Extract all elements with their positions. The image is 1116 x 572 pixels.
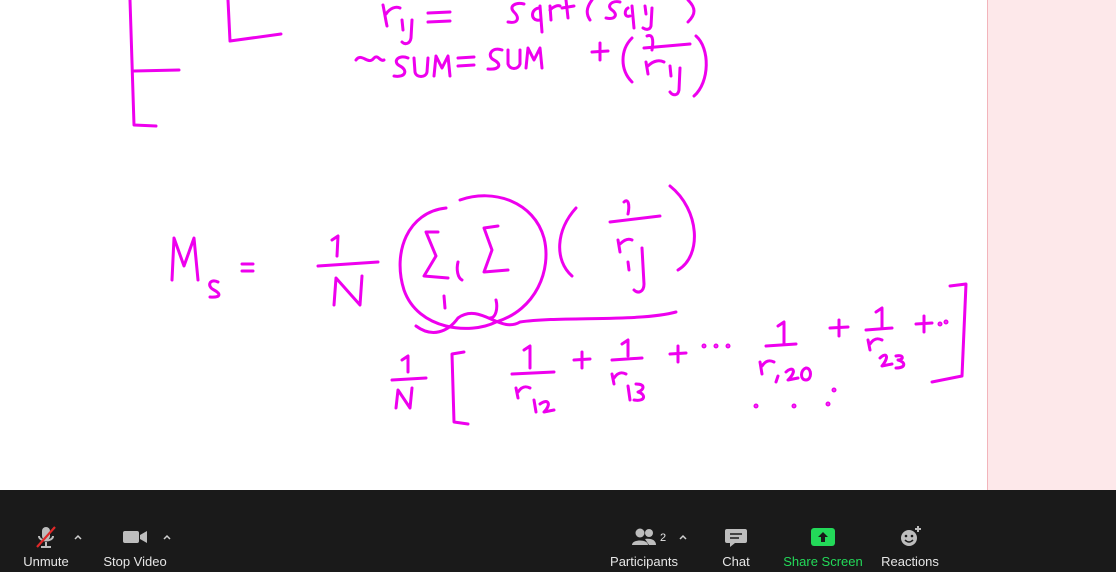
ink-stroke <box>414 58 428 77</box>
ink-stroke <box>622 340 628 356</box>
ink-stroke <box>643 6 652 29</box>
ink-dot <box>939 323 941 325</box>
participants-button[interactable] <box>606 524 682 570</box>
ink-stroke <box>932 284 966 382</box>
ink-stroke <box>508 3 524 22</box>
ink-stroke <box>488 49 502 69</box>
ink-stroke <box>457 262 462 280</box>
ink-stroke <box>458 57 474 66</box>
ink-dot <box>715 345 717 347</box>
ink-stroke <box>452 352 468 424</box>
ink-stroke <box>210 281 219 297</box>
share-screen-button[interactable] <box>782 524 864 570</box>
ink-stroke <box>434 56 450 76</box>
ink-stroke <box>670 346 686 362</box>
ink-stroke <box>610 216 660 222</box>
ink-stroke <box>242 264 253 271</box>
ink-stroke <box>866 328 892 330</box>
side-panel <box>987 0 1116 490</box>
ink-stroke <box>868 339 882 350</box>
ink-stroke <box>760 361 774 374</box>
ink-stroke <box>694 36 706 96</box>
ink-stroke <box>392 378 426 380</box>
share-screen-icon <box>809 524 837 550</box>
ink-dot <box>755 405 757 407</box>
unmute-button[interactable] <box>20 524 72 570</box>
ink-stroke <box>484 226 508 272</box>
ink-stroke <box>383 5 400 26</box>
ink-stroke <box>332 236 338 256</box>
ink-stroke <box>896 356 904 368</box>
ink-stroke <box>592 43 608 60</box>
ink-stroke <box>424 232 448 278</box>
reactions-button[interactable] <box>878 524 942 570</box>
video-camera-icon <box>121 524 149 550</box>
ink-stroke <box>416 312 676 332</box>
ink-stroke <box>880 355 892 366</box>
chat-button[interactable] <box>712 524 760 570</box>
ink-stroke <box>670 186 694 270</box>
ink-stroke <box>670 66 680 95</box>
ink-stroke <box>625 6 634 28</box>
ink-stroke <box>400 196 546 329</box>
ink-stroke <box>644 44 690 48</box>
ink-stroke <box>394 57 408 76</box>
screen-share-gap <box>0 490 1116 520</box>
ink-dot <box>833 389 835 391</box>
ink-stroke <box>916 316 932 332</box>
participants-icon <box>629 524 659 550</box>
ink-stroke <box>490 300 497 318</box>
ink-stroke <box>618 239 632 252</box>
video-options-caret[interactable] <box>160 530 174 544</box>
chat-label: Chat <box>722 554 750 569</box>
share-screen-label: Share Screen <box>783 554 863 569</box>
participant-count: 2 <box>660 532 667 544</box>
ink-stroke <box>786 369 798 380</box>
ink-stroke <box>228 0 281 41</box>
ink-stroke <box>516 387 530 398</box>
ink-stroke <box>334 276 362 305</box>
unmute-label: Unmute <box>23 554 69 569</box>
participants-label: Participants <box>610 554 678 569</box>
ink-stroke <box>624 201 629 214</box>
audio-options-caret[interactable] <box>71 530 85 544</box>
ink-stroke <box>402 20 412 44</box>
ink-stroke <box>612 358 642 360</box>
meeting-toolbar <box>0 520 1116 572</box>
ink-dot <box>945 321 947 323</box>
ink-stroke <box>526 48 542 68</box>
ink-stroke <box>766 344 796 346</box>
participants-options-caret[interactable] <box>676 530 690 544</box>
ink-dot <box>703 345 705 347</box>
ink-stroke <box>508 50 520 69</box>
ink-stroke <box>402 356 408 372</box>
microphone-muted-icon <box>33 524 59 550</box>
chat-bubble-icon <box>723 524 749 550</box>
ink-stroke <box>524 346 530 368</box>
stop-video-label: Stop Video <box>103 554 167 569</box>
ink-stroke <box>830 320 848 336</box>
ink-stroke <box>876 308 882 328</box>
ink-dot <box>727 345 729 347</box>
ink-stroke <box>560 208 576 276</box>
ink-stroke <box>533 6 543 32</box>
ink-stroke <box>396 388 412 408</box>
ink-stroke <box>628 384 644 400</box>
ink-stroke <box>318 262 378 266</box>
ink-stroke <box>550 6 560 20</box>
ink-stroke <box>444 296 445 308</box>
ink-stroke <box>534 400 554 412</box>
ink-stroke <box>646 61 664 74</box>
ink-stroke <box>574 352 590 368</box>
ink-stroke <box>688 0 694 22</box>
ink-stroke <box>623 38 632 82</box>
reactions-label: Reactions <box>881 554 939 569</box>
ink-stroke <box>606 2 620 19</box>
ink-stroke <box>172 238 198 280</box>
ink-dot <box>793 405 795 407</box>
ink-stroke <box>428 12 450 22</box>
ink-stroke <box>512 372 554 374</box>
ink-stroke <box>130 0 156 126</box>
ink-stroke <box>356 57 384 61</box>
ink-stroke <box>612 373 626 384</box>
ink-stroke <box>776 376 778 382</box>
ink-stroke <box>134 70 179 71</box>
ink-stroke <box>628 248 644 292</box>
add-reaction-icon <box>897 524 923 550</box>
ink-stroke <box>802 368 811 380</box>
ink-stroke <box>778 322 784 344</box>
ink-dot <box>827 403 829 405</box>
ink-stroke <box>587 0 592 20</box>
ink-stroke <box>562 0 574 18</box>
